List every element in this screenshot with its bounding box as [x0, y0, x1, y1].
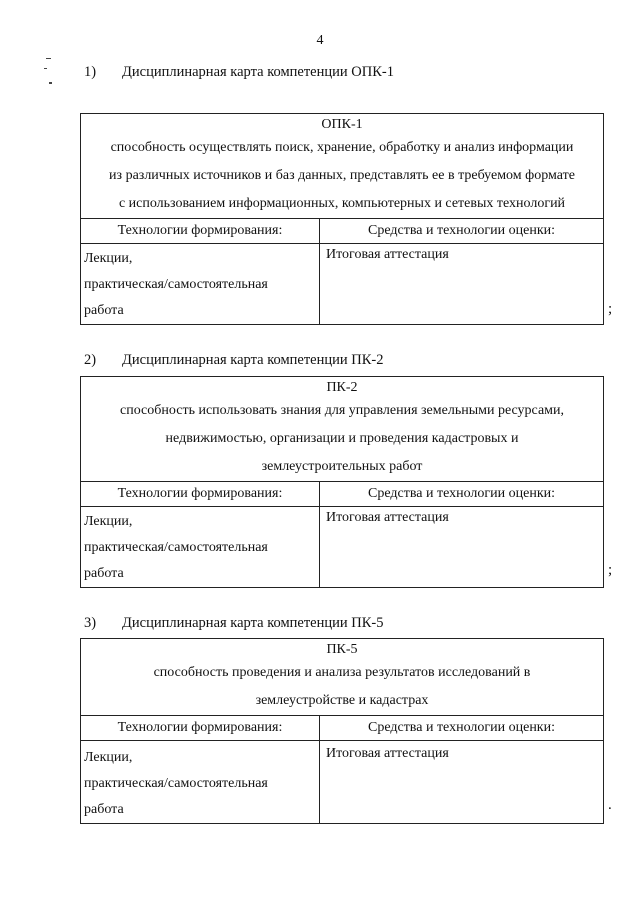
competency-description-line: с использованием информационных, компьютерных и сетевых технологий — [118, 196, 566, 211]
competency-cell — [81, 639, 604, 716]
section-title: Дисциплинарная карта компетенции ПК-5 — [122, 615, 384, 631]
competency-description-line: из различных источников и баз данных, представлять ее в требуемом формате — [109, 168, 575, 183]
methods-line: практическая/самостоятельная — [84, 277, 268, 292]
scan-artifact — [49, 82, 52, 84]
competency-cell — [81, 377, 604, 482]
methods-line: работа — [84, 566, 124, 581]
section-number: 3) — [84, 615, 97, 631]
section-title: Дисциплинарная карта компетенции ПК-2 — [122, 352, 384, 368]
page-number: 4 — [316, 33, 324, 48]
assessment-cell: Итоговая аттестация — [320, 507, 604, 588]
end-mark: ; — [608, 301, 613, 317]
competency-description-line: недвижимостью, организации и проведения кадастровых и — [165, 431, 519, 446]
section-heading-1 — [84, 64, 394, 81]
column-header-methods: Технологии формирования: — [81, 482, 320, 507]
competency-description-line: способность использовать знания для управления земельными ресурсами, — [120, 403, 565, 418]
column-header-row — [81, 482, 604, 507]
competency-card-3 — [80, 638, 604, 824]
competency-code: ПК-5 — [326, 642, 358, 657]
scan-artifact — [46, 58, 51, 59]
assessment-cell: Итоговая аттестация — [320, 244, 604, 325]
competency-row — [81, 639, 604, 716]
content-row — [81, 244, 604, 325]
competency-row — [81, 377, 604, 482]
methods-line: работа — [84, 802, 124, 817]
section-heading-2 — [84, 352, 384, 369]
competency-code: ОПК-1 — [321, 117, 363, 132]
methods-line: практическая/самостоятельная — [84, 776, 268, 791]
competency-code: ПК-2 — [326, 380, 358, 395]
section-number: 2) — [84, 352, 97, 368]
competency-description-line: землеустройстве и кадастрах — [255, 693, 429, 708]
competency-row — [81, 114, 604, 219]
column-header-methods: Технологии формирования: — [81, 716, 320, 741]
section-heading-3 — [84, 615, 384, 632]
competency-card-2 — [80, 376, 604, 588]
content-row — [81, 507, 604, 588]
methods-cell — [81, 507, 320, 588]
competency-description-line: землеустроительных работ — [261, 459, 423, 474]
column-header-methods: Технологии формирования: — [81, 219, 320, 244]
end-mark: ; — [608, 562, 613, 578]
competency-description-line: способность осуществлять поиск, хранение, обработку и анализ информации — [110, 140, 574, 155]
competency-cell — [81, 114, 604, 219]
methods-line: Лекции, — [84, 514, 133, 529]
methods-line: Лекции, — [84, 750, 133, 765]
section-number: 1) — [84, 64, 97, 80]
column-header-row — [81, 716, 604, 741]
column-header-row — [81, 219, 604, 244]
methods-line: Лекции, — [84, 251, 133, 266]
assessment-cell: Итоговая аттестация — [320, 741, 604, 824]
column-header-assessment: Средства и технологии оценки: — [320, 716, 604, 741]
competency-description-line: способность проведения и анализа результатов исследований в — [153, 665, 531, 680]
section-title: Дисциплинарная карта компетенции ОПК-1 — [122, 64, 394, 80]
scan-artifact — [44, 68, 47, 69]
content-row — [81, 741, 604, 824]
methods-line: работа — [84, 303, 124, 318]
methods-cell — [81, 741, 320, 824]
methods-cell — [81, 244, 320, 325]
column-header-assessment: Средства и технологии оценки: — [320, 482, 604, 507]
column-header-assessment: Средства и технологии оценки: — [320, 219, 604, 244]
end-mark: . — [608, 797, 612, 813]
methods-line: практическая/самостоятельная — [84, 540, 268, 555]
competency-card-1 — [80, 113, 604, 325]
